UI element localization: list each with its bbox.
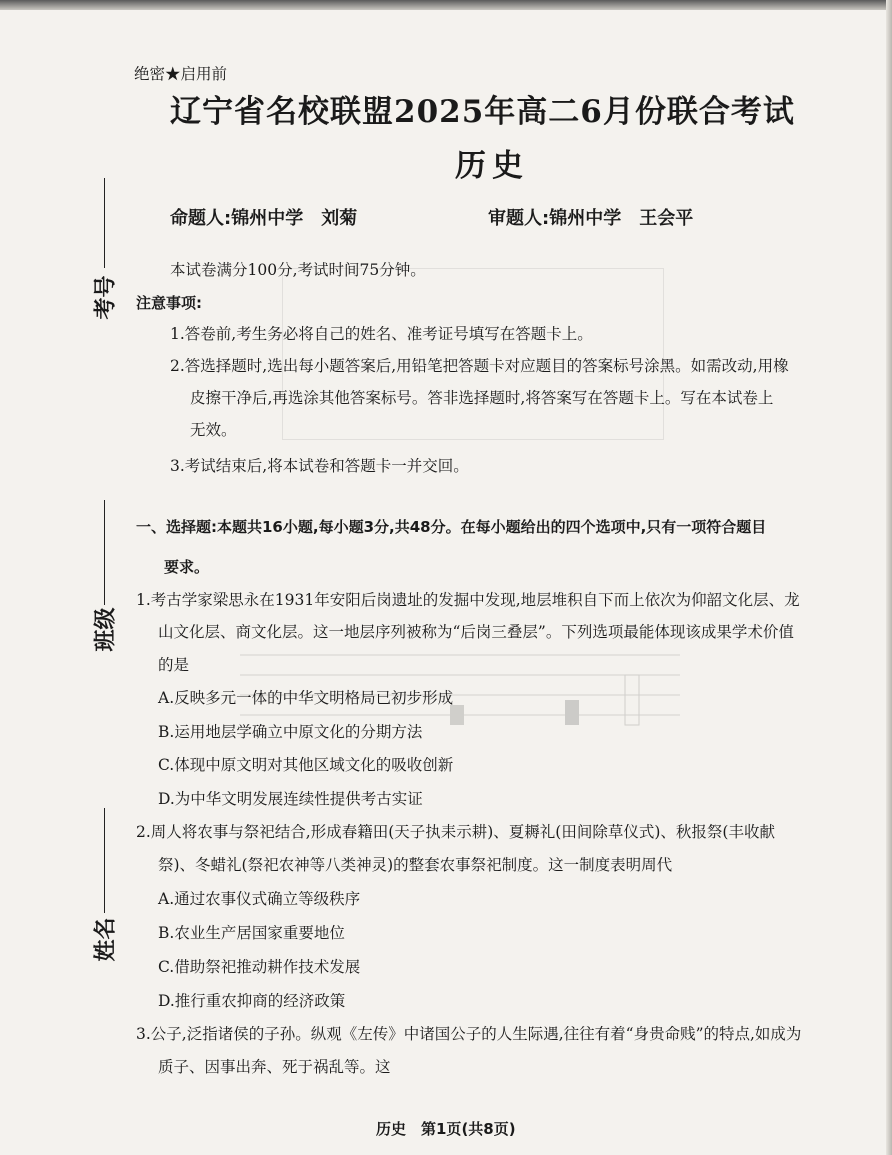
question-3-line: 质子、因事出奔、死于祸乱等。这: [158, 1058, 391, 1076]
scan-right-shadow: [886, 0, 892, 1155]
question-2-option-d: D.推行重农抑商的经济政策: [158, 992, 346, 1010]
section-heading: 一、选择题:本题共16小题,每小题3分,共48分。在每小题给出的四个选项中,只有一项符合题目: [136, 518, 767, 536]
reviewer-line: 审题人:锦州中学 王会平: [488, 208, 694, 229]
name-label: 姓名: [93, 917, 119, 962]
exam-number-label: 考号: [93, 275, 119, 320]
question-1-line: 山文化层、商文化层。这一地层序列被称为“后岗三叠层”。下列选项最能体现该成果学术价值: [158, 623, 794, 641]
question-1-option-d: D.为中华文明发展连续性提供考古实证: [158, 790, 423, 808]
question-2-option-b: B.农业生产居国家重要地位: [158, 924, 345, 942]
section-heading-cont: 要求。: [164, 558, 210, 576]
exam-intro: 本试卷满分100分,考试时间75分钟。: [170, 261, 426, 279]
scan-top-shadow: [0, 0, 892, 10]
bleed-through-map: [282, 268, 664, 440]
notice-item: 无效。: [190, 421, 237, 439]
notice-title: 注意事项:: [136, 294, 202, 312]
class-line[interactable]: [104, 500, 105, 605]
name-line[interactable]: [104, 808, 105, 913]
notice-item: 1.答卷前,考生务必将自己的姓名、准考证号填写在答题卡上。: [170, 325, 593, 343]
question-3-line: 3.公子,泛指诸侯的子孙。纵观《左传》中诸国公子的人生际遇,往往有着“身贵命贱”的特点,如成为: [136, 1025, 802, 1043]
notice-item: 2.答选择题时,选出每小题答案后,用铅笔把答题卡对应题目的答案标号涂黑。如需改动,用橡: [170, 357, 789, 375]
question-1-option-a: A.反映多元一体的中华文明格局已初步形成: [158, 689, 454, 707]
exam-title: 辽宁省名校联盟2025年高二6月份联合考试: [170, 94, 795, 130]
author-line: 命题人:锦州中学 刘菊: [170, 208, 358, 229]
page-footer: 历史 第1页(共8页): [376, 1120, 516, 1138]
confidential-label: 绝密★启用前: [134, 65, 228, 83]
question-2-line: 2.周人将农事与祭祀结合,形成春籍田(天子执耒示耕)、夏耨礼(田间除草仪式)、秋报祭(丰收献: [136, 823, 775, 841]
question-2-line: 祭)、冬蜡礼(祭祀农神等八类神灵)的整套农事祭祀制度。这一制度表明周代: [158, 856, 673, 874]
notice-item: 皮擦干净后,再选涂其他答案标号。答非选择题时,将答案写在答题卡上。写在本试卷上: [190, 389, 774, 407]
subject-title: 历史: [455, 148, 529, 184]
class-label: 班级: [93, 607, 119, 652]
question-2-option-c: C.借助祭祀推动耕作技术发展: [158, 958, 361, 976]
question-1-option-c: C.体现中原文明对其他区域文化的吸收创新: [158, 756, 454, 774]
question-2-option-a: A.通过农事仪式确立等级秩序: [158, 890, 361, 908]
question-1-option-b: B.运用地层学确立中原文化的分期方法: [158, 723, 423, 741]
question-1-line: 1.考古学家梁思永在1931年安阳后岗遗址的发掘中发现,地层堆积自下而上依次为仰韶文化层、龙: [136, 591, 800, 609]
question-1-line: 的是: [158, 656, 190, 674]
exam-number-line[interactable]: [104, 178, 105, 268]
notice-item: 3.考试结束后,将本试卷和答题卡一并交回。: [170, 457, 469, 475]
